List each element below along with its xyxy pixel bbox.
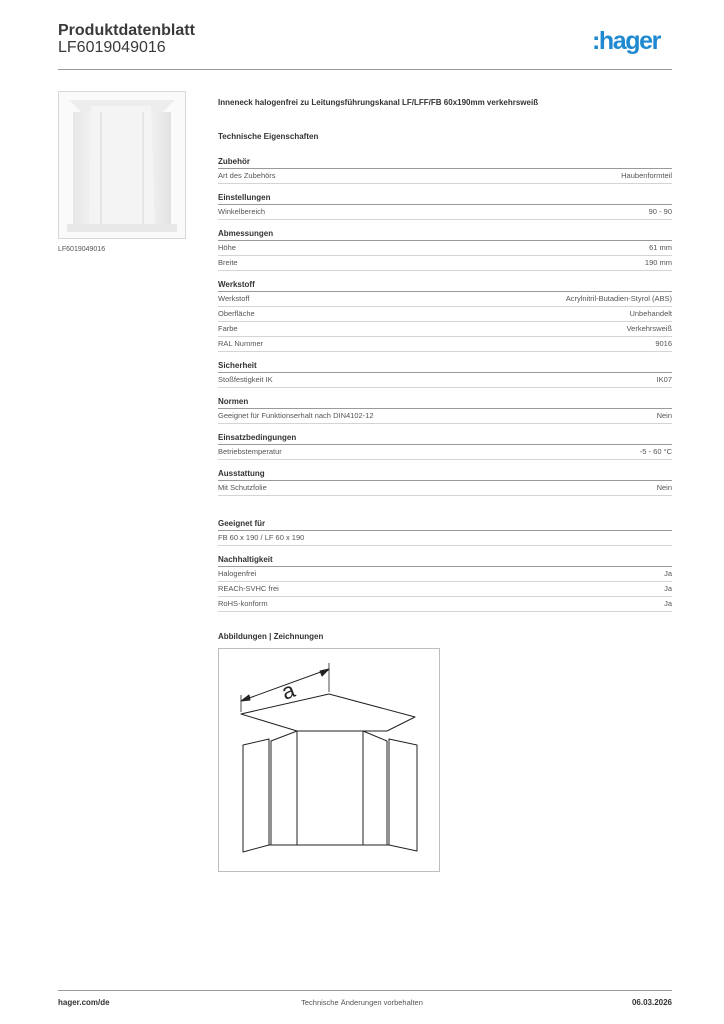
spec-value: 61 mm <box>649 243 672 252</box>
group-title: Ausstattung <box>218 469 672 481</box>
group-title: Geeignet für <box>218 519 672 531</box>
spec-group-accessory <box>218 157 672 184</box>
spec-content <box>218 98 672 872</box>
spec-row <box>218 307 672 322</box>
group-title: Sicherheit <box>218 361 672 373</box>
spec-value: Acrylnitril-Butadien-Styrol (ABS) <box>565 294 672 303</box>
figures-heading: Abbildungen | Zeichnungen <box>218 632 324 641</box>
hager-logo: :hager <box>592 27 661 55</box>
spec-value: Nein <box>656 483 672 492</box>
spec-label: Werkstoff <box>218 294 250 303</box>
spec-row <box>218 169 672 184</box>
dimension-label-a: a <box>278 677 299 705</box>
spec-group-settings <box>218 193 672 220</box>
spec-label: REACh-SVHC frei <box>218 584 279 593</box>
footer-date: 06.03.2026 <box>631 998 672 1007</box>
inner-corner-drawing <box>219 649 439 871</box>
spec-value: Ja <box>664 599 672 608</box>
spec-label: FB 60 x 190 / LF 60 x 190 <box>218 533 305 542</box>
spec-value: Verkehrsweiß <box>626 324 672 333</box>
group-title: Abmessungen <box>218 229 672 241</box>
spec-group-suitable-for <box>218 519 672 546</box>
spec-label: Höhe <box>218 243 236 252</box>
spec-group-equipment <box>218 469 672 496</box>
spec-row <box>218 531 672 546</box>
spec-value: 90 - 90 <box>648 207 672 216</box>
spec-value: IK07 <box>656 375 672 384</box>
group-title: Nachhaltigkeit <box>218 555 672 567</box>
spec-label: Halogenfrei <box>218 569 257 578</box>
spec-row <box>218 322 672 337</box>
spec-label: RoHS-konform <box>218 599 268 608</box>
spec-label: Geeignet für Funktionserhalt nach DIN4102-12 <box>218 411 374 420</box>
spec-row <box>218 597 672 612</box>
spec-value: Haubenformteil <box>621 171 672 180</box>
spec-row <box>218 445 672 460</box>
spec-group-operating-conditions <box>218 433 672 460</box>
group-title: Werkstoff <box>218 280 672 292</box>
spec-value: -5 - 60 °C <box>639 447 672 456</box>
spec-label: Oberfläche <box>218 309 255 318</box>
spec-row <box>218 337 672 352</box>
footer-note: Technische Änderungen vorbehalten <box>301 998 423 1007</box>
spec-label: Stoßfestigkeit IK <box>218 375 273 384</box>
spec-value: 190 mm <box>644 258 672 267</box>
spec-label: Mit Schutzfolie <box>218 483 267 492</box>
spec-row <box>218 567 672 582</box>
product-title: Inneneck halogenfrei zu Leitungsführungskanal LF/LFF/FB 60x190mm verkehrsweiß <box>218 98 539 107</box>
spec-label: Art des Zubehörs <box>218 171 276 180</box>
spec-value: Ja <box>664 584 672 593</box>
spec-row <box>218 205 672 220</box>
spec-label: RAL Nummer <box>218 339 264 348</box>
footer-divider <box>58 990 672 991</box>
spec-value: Unbehandelt <box>629 309 672 318</box>
header-divider <box>58 69 672 70</box>
tech-properties-heading: Technische Eigenschaften <box>218 132 319 141</box>
product-image-caption: LF6019049016 <box>58 246 106 253</box>
product-photo-illustration <box>59 92 185 238</box>
footer-website-link[interactable]: hager.com/de <box>58 998 110 1007</box>
spec-row <box>218 409 672 424</box>
spec-group-dimensions <box>218 229 672 271</box>
spec-label: Winkelbereich <box>218 207 266 216</box>
spec-row <box>218 373 672 388</box>
technical-drawing <box>218 648 440 872</box>
spec-value: 9016 <box>655 339 672 348</box>
spec-value: Nein <box>656 411 672 420</box>
spec-row <box>218 292 672 307</box>
spec-label: Breite <box>218 258 238 267</box>
page-title: Produktdatenblatt <box>58 22 195 39</box>
spec-value: Ja <box>664 569 672 578</box>
spec-row <box>218 241 672 256</box>
spec-group-sustainability <box>218 555 672 612</box>
group-title: Einstellungen <box>218 193 672 205</box>
spec-row <box>218 256 672 271</box>
spec-group-safety <box>218 361 672 388</box>
group-title: Zubehör <box>218 157 672 169</box>
spec-label: Farbe <box>218 324 238 333</box>
spec-label: Betriebstemperatur <box>218 447 282 456</box>
group-title: Einsatzbedingungen <box>218 433 672 445</box>
group-title: Normen <box>218 397 672 409</box>
article-number: LF6019049016 <box>58 39 166 56</box>
spec-group-material <box>218 280 672 352</box>
product-image <box>58 91 186 239</box>
spec-row <box>218 582 672 597</box>
spec-group-standards <box>218 397 672 424</box>
spec-row <box>218 481 672 496</box>
